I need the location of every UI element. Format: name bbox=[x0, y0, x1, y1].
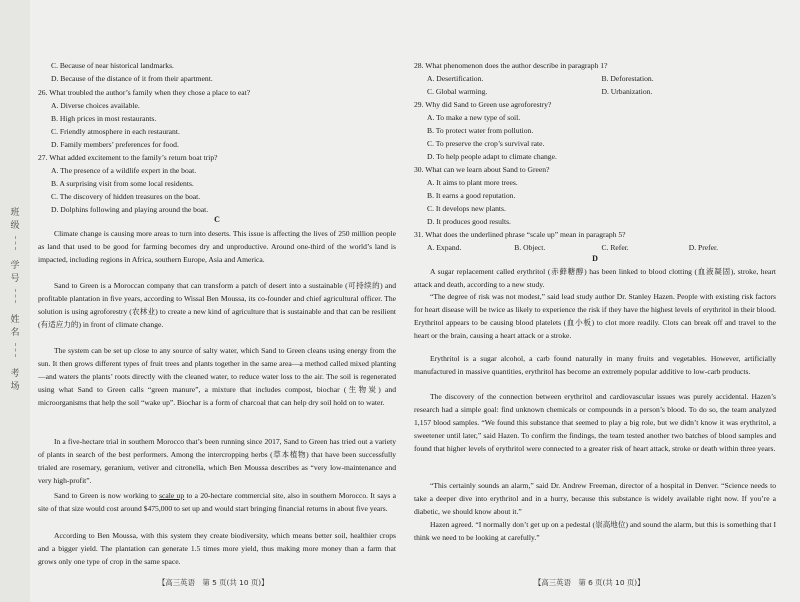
q31-option-d: D. Prefer. bbox=[688, 243, 719, 252]
q30-option-a: A. It aims to plant more trees. bbox=[427, 178, 518, 187]
q28-options-row-1 bbox=[427, 73, 776, 86]
q28-option-c: C. Global warming. bbox=[427, 87, 488, 96]
q26-option-d: D. Family members’ preferences for food. bbox=[51, 140, 179, 149]
p5-text-a: Sand to Green is now working to bbox=[54, 491, 160, 500]
q27-option-b: B. A surprising visit from some local residents. bbox=[51, 179, 194, 188]
p5-text-b: to a 20-hectare commercial site, also in southern Morocco. It says a site of that size would cost around $475,000 to set up and would start bringing financial returns in about five years. bbox=[38, 491, 396, 513]
binding-class-2: 级 bbox=[10, 221, 20, 231]
q26-option-a: A. Diverse choices available. bbox=[51, 101, 140, 110]
q28-option-d: D. Urbanization. bbox=[601, 87, 653, 96]
binding-name-2: 名 bbox=[10, 328, 20, 338]
binding-number-2: 号 bbox=[10, 274, 20, 284]
passage-c-paragraph-6: According to Ben Moussa, with this system they create biodiversity, which means better soil, healthier crops and a bigger yield. The plantation can generate 1.5 times more yield, thus making more money than a farm that grows only one type of crop in the same space. bbox=[38, 531, 396, 566]
passage-c-paragraph-1: Climate change is causing more areas to turn into deserts. This issue is affecting the lives of 250 million people as land that used to be good for farming becomes dry and unproductive. Around one-third of the world’s land is impacted, including regions in Africa, southern Europe, Asia and America. bbox=[38, 229, 396, 264]
passage-d-paragraph-2: “The degree of risk was not modest,” said lead study author Dr. Stanley Hazen. People with existing risk factors for heart disease will be twice as likely to experience the risk if they have the highest levels of erythritol in their blood. Erythritol appears to be causing blood platelets (血小板) to clot more readily. Clots can break off and travel to the heart or the brain, causing a heart attack or a stroke. bbox=[414, 292, 776, 340]
passage-c-paragraph-5 bbox=[38, 490, 396, 516]
passage-c-paragraph-2: Sand to Green is a Moroccan company that can transform a patch of desert into a sustainable (可持续的) and profitable plantation in five years, according to Wissal Ben Moussa, its co-founder and chief agricultural officer. The solution is using agroforestry (农林业) to create a new kind of agriculture that is sustainable and that can be resilient (有适应力的) in front of climate change. bbox=[38, 281, 396, 329]
passage-d-paragraph-5: “This certainly sounds an alarm,” said Dr. Andrew Freeman, director of a hospital in Denver. “Science needs to take a deeper dive into erythritol and in a hurry, because this substance is widely available right now. If you’re a diabetic, we should know about it.” bbox=[414, 481, 776, 516]
q25-option-c: C. Because of near historical landmarks. bbox=[51, 61, 174, 70]
passage-c-paragraph-3: The system can be set up close to any source of salty water, which Sand to Green cleans using energy from the sun. It then grows different types of fruit trees and plants together in the same area—a method called mixed planting—and waters the plants’ roots directly with the cleaned water, to reduce water loss to the air. The soil is regenerated using what Sand to Green calls “green manure”, a mixture that includes compost, biochar (生物炭) and microorganisms that help the soil “wake up”. Biochar is a form of charcoal that can help dry soil hold on to water. bbox=[38, 346, 396, 407]
q27-stem: 27. What added excitement to the family’s return boat trip? bbox=[38, 153, 218, 162]
binding-dash bbox=[15, 343, 17, 357]
page-footer-right: 【高三英语 第 6 页(共 10 页)】 bbox=[534, 578, 645, 587]
q28-options-row-2 bbox=[427, 86, 776, 99]
binding-room-2: 场 bbox=[10, 382, 20, 392]
passage-d-paragraph-4: The discovery of the connection between erythritol and cardiovascular issues was purely accidental. Hazen’s research had a simple goal: find unknown chemicals or compounds in a person’s blood. To do so, the team analyzed 1,157 blood samples. “We found this substance that seemed to play a big role, but we didn’t know it was erythritol, a sweetener until later,” said Hazen. To confirm the findings, the team tested another two batches of blood samples and found that higher levels of erythritol were connected to a greater risk of heart attack, stroke or death within three years. bbox=[414, 392, 776, 453]
q29-stem: 29. Why did Sand to Green use agroforestry? bbox=[414, 100, 552, 109]
passage-d-paragraph-1: A sugar replacement called erythritol (赤藓糖醇) has been linked to blood clotting (血液凝固), stroke, heart attack and death, according to a new study. bbox=[414, 267, 776, 289]
binding-strip bbox=[0, 0, 30, 602]
q30-option-b: B. It earns a good reputation. bbox=[427, 191, 516, 200]
q28-option-a: A. Desertification. bbox=[427, 74, 484, 83]
section-c-heading: C bbox=[214, 215, 220, 224]
binding-dash bbox=[15, 236, 17, 250]
binding-name: 姓 bbox=[10, 315, 20, 325]
q31-option-c: C. Refer. bbox=[601, 243, 629, 252]
q26-stem: 26. What troubled the author’s family when they chose a place to eat? bbox=[38, 88, 251, 97]
q27-option-c: C. The discovery of hidden treasures on the boat. bbox=[51, 192, 201, 201]
q27-option-a: A. The presence of a wildlife expert in the boat. bbox=[51, 166, 197, 175]
section-d-heading: D bbox=[592, 254, 598, 263]
passage-d-paragraph-3: Erythritol is a sugar alcohol, a carb found naturally in many fruits and vegetables. However, artificially manufactured in massive quantities, erythritol has become an extremely popular additive to low-carb products. bbox=[414, 354, 776, 376]
binding-number: 学 bbox=[10, 261, 20, 271]
page-footer-left: 【高三英语 第 5 页(共 10 页)】 bbox=[158, 578, 269, 587]
passage-d-paragraph-6: Hazen agreed. “I normally don’t get up on a pedestal (崇高地位) and sound the alarm, but this is something that I think we need to be looking at carefully.” bbox=[414, 520, 776, 542]
q28-stem: 28. What phenomenon does the author describe in paragraph 1? bbox=[414, 61, 608, 70]
q31-option-b: B. Object. bbox=[514, 243, 546, 252]
q30-option-d: D. It produces good results. bbox=[427, 217, 511, 226]
q26-option-c: C. Friendly atmosphere in each restaurant. bbox=[51, 127, 180, 136]
q28-option-b: B. Deforestation. bbox=[601, 74, 654, 83]
q31-stem: 31. What does the underlined phrase “scale up” mean in paragraph 5? bbox=[414, 230, 626, 239]
q25-option-d: D. Because of the distance of it from their apartment. bbox=[51, 74, 213, 83]
right-page bbox=[414, 0, 776, 602]
q26-option-b: B. High prices in most restaurants. bbox=[51, 114, 157, 123]
passage-c-paragraph-4: In a five-hectare trial in southern Morocco that’s been running since 2017, Sand to Green has tried out a variety of plants in search of the best performers. Among the intercropping herbs (草本植物) that have been successfully trialed are rosemary, geranium, vetiver and citronella, which Ben Moussa describes as “very low-maintenance and very high-profit”. bbox=[38, 437, 396, 485]
q29-option-a: A. To make a new type of soil. bbox=[427, 113, 521, 122]
q31-option-a: A. Expand. bbox=[427, 243, 462, 252]
q27-option-d: D. Dolphins following and playing around the boat. bbox=[51, 205, 209, 214]
q29-option-d: D. To help people adapt to climate change. bbox=[427, 152, 557, 161]
left-page bbox=[38, 0, 396, 602]
binding-dash bbox=[15, 289, 17, 303]
q29-option-c: C. To preserve the crop’s survival rate. bbox=[427, 139, 545, 148]
q30-option-c: C. It develops new plants. bbox=[427, 204, 506, 213]
binding-room: 考 bbox=[10, 369, 20, 379]
binding-class: 班 bbox=[10, 208, 20, 218]
q30-stem: 30. What can we learn about Sand to Green? bbox=[414, 165, 550, 174]
q29-option-b: B. To protect water from pollution. bbox=[427, 126, 534, 135]
scale-up-underlined: scale up bbox=[159, 491, 185, 500]
